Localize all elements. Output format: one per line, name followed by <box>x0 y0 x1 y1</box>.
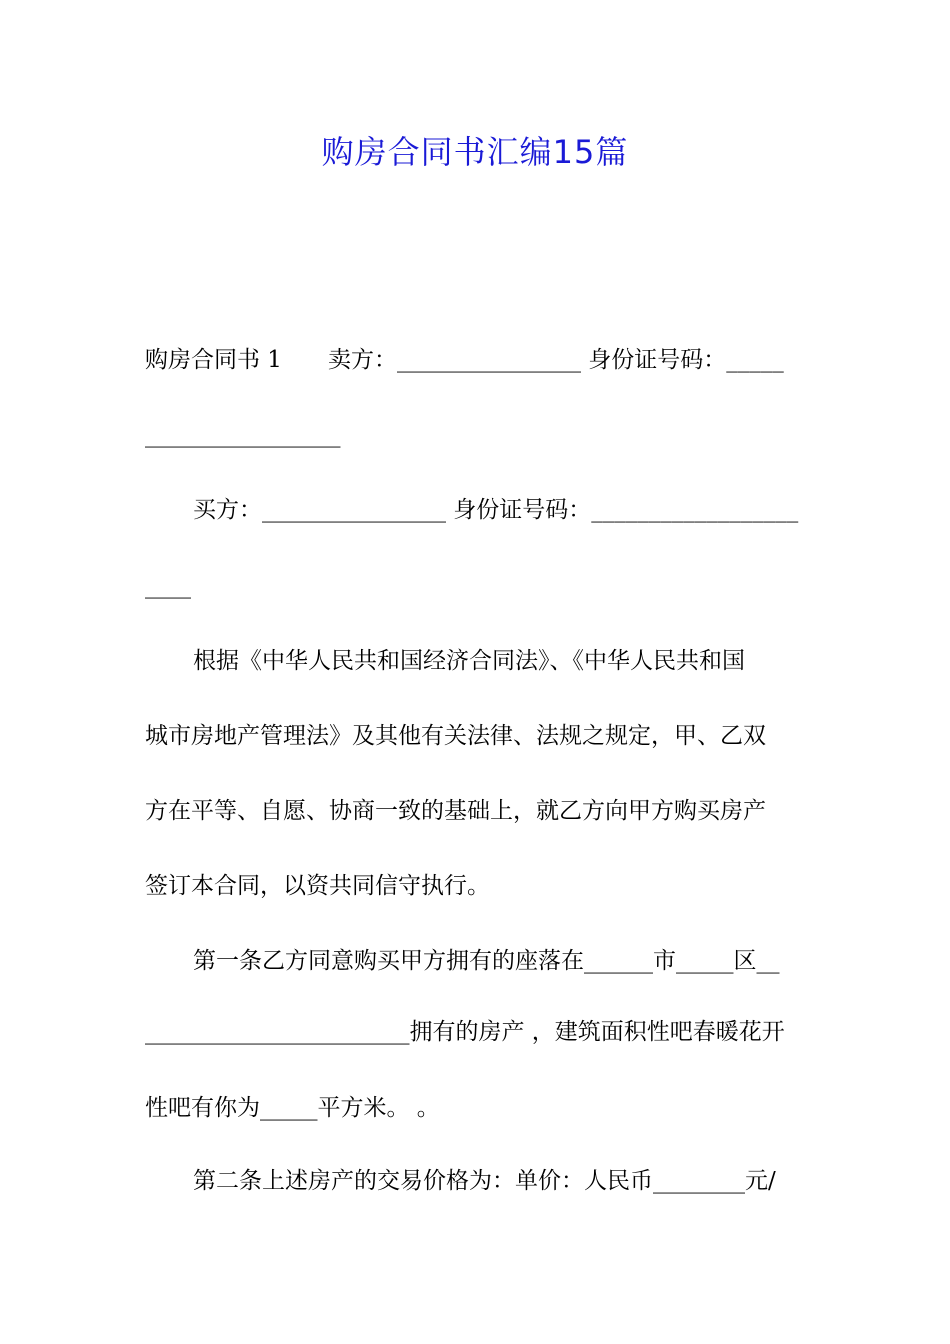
article-two-line: 第二条上述房产的交易价格为：单价：人民币________元/ <box>193 1168 776 1194</box>
article-one-line: _______________________拥有的房产 ，建筑面积性吧春暖花开 <box>145 1019 785 1045</box>
paragraph-line: 城市房地产管理法》及其他有关法律、法规之规定，甲、乙双 <box>145 723 766 749</box>
seller-id-continuation: _________________ <box>145 422 341 448</box>
buyer-id-continuation: ____ <box>145 573 191 599</box>
buyer-line: 买方：________________ 身份证号码：__________________ <box>193 497 799 523</box>
article-one-line: 第一条乙方同意购买甲方拥有的座落在______市_____区__ <box>193 948 780 974</box>
seller-line: 购房合同书 1 卖方：________________ 身份证号码：_____ <box>145 347 784 373</box>
paragraph-line: 签订本合同，以资共同信守执行。 <box>145 873 490 899</box>
article-one-line: 性吧有你为_____平方米。 。 <box>145 1095 440 1121</box>
paragraph-line: 根据《中华人民共和国经济合同法》、《中华人民共和国 <box>193 648 745 674</box>
paragraph-line: 方在平等、自愿、协商一致的基础上，就乙方向甲方购买房产 <box>145 798 766 824</box>
document-title: 购房合同书汇编15篇 <box>321 133 629 171</box>
